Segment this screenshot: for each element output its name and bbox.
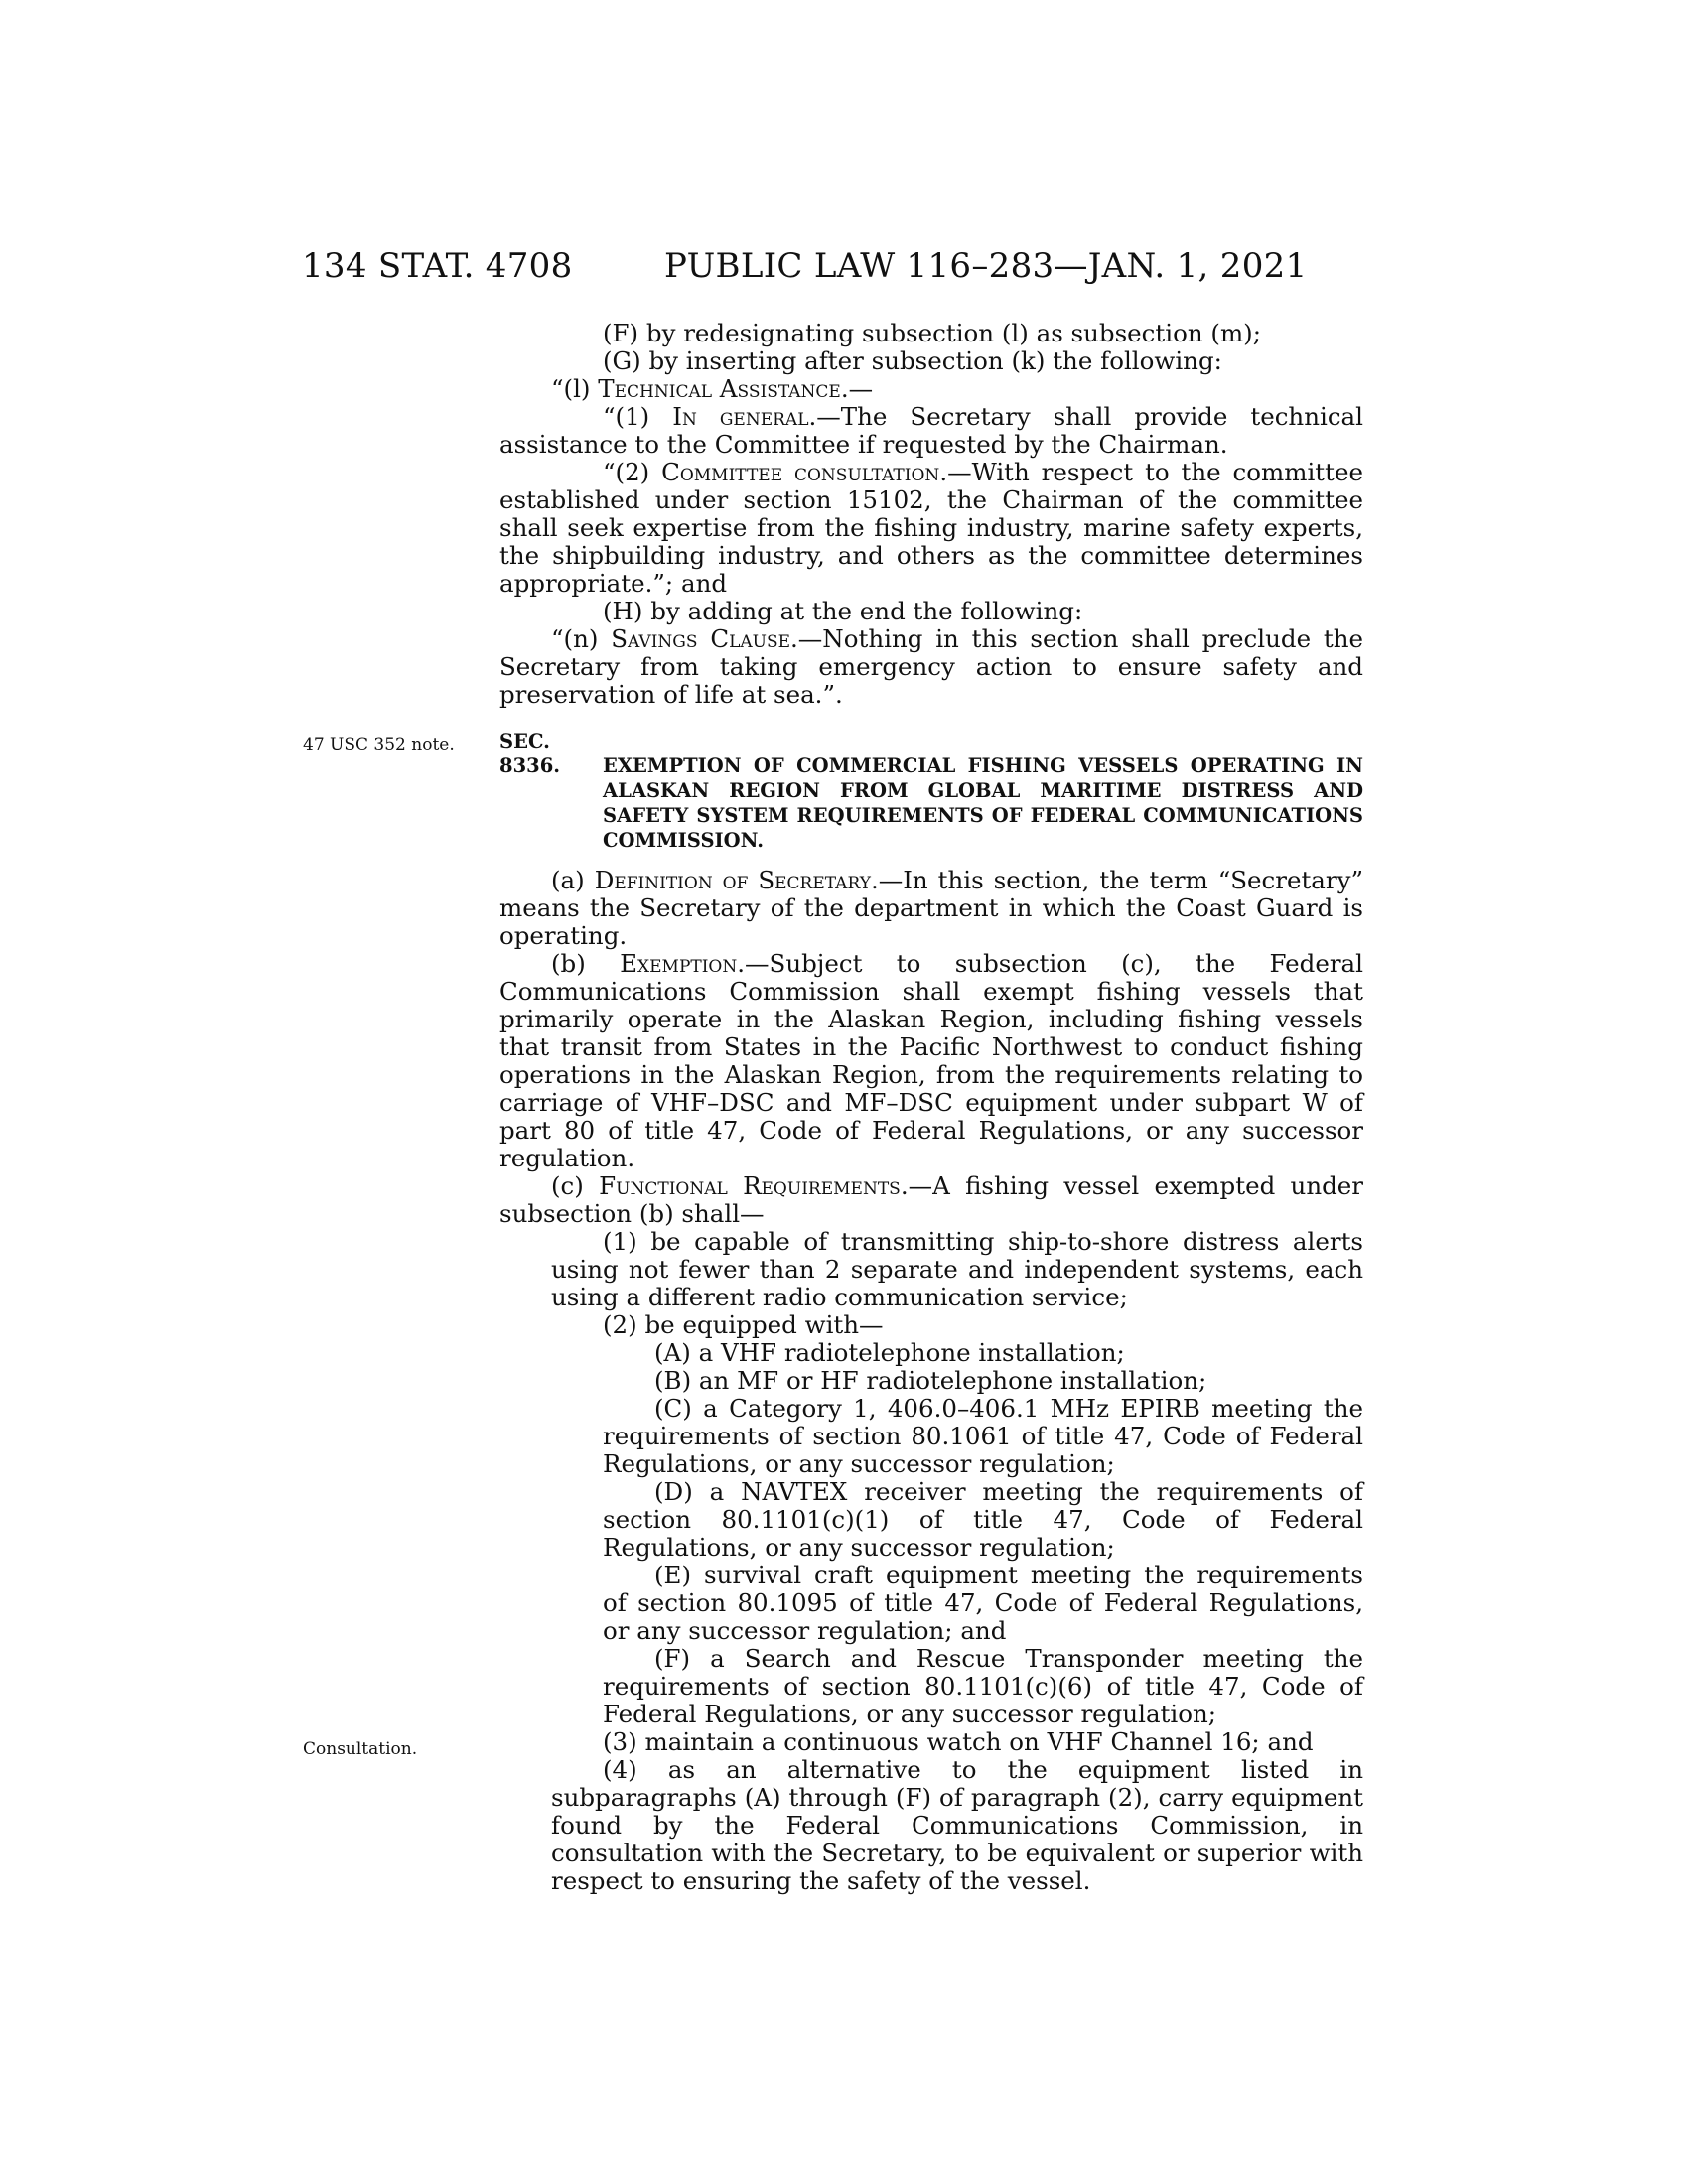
section-number: SEC. 8336. xyxy=(499,730,561,777)
subsection-c-functional-requirements: (c) Functional Requirements.—A fishing vessel exempted under subsection (b) shall— xyxy=(499,1171,1363,1228)
section-title: EXEMPTION OF COMMERCIAL FISHING VESSELS OPERATING IN ALASKAN REGION FROM GLOBAL MARITIME DISTRESS AND SAFETY SYSTEM REQUIREMENTS OF FEDERAL COMMUNICATIONS COMMISSION. xyxy=(603,754,1363,852)
amendment-h: (H) by adding at the end the following: xyxy=(603,597,1083,625)
subsection-n-savings-clause: “(n) Savings Clause.—Nothing in this section shall preclude the Secretary from taking emergency action to ensure safety and preservation of life at sea.”. xyxy=(499,624,1363,709)
amendment-f: (F) by redesignating subsection (l) as subsection (m); xyxy=(603,319,1261,347)
requirement-subparagraph-c: (C) a Category 1, 406.0–406.1 MHz EPIRB meeting the requirements of section 80.1061 of title 47, Code of Federal Regulations, or any successor regulation; xyxy=(603,1394,1363,1478)
page-header xyxy=(302,246,1394,290)
requirement-paragraph-4: (4) as an alternative to the equipment listed in subparagraphs (A) through (F) of paragraph (2), carry equipment found by the Federal Communications Commission, in consultation with the Secretary, to be equivalent or superior with respect to ensuring the safety of the vessel. xyxy=(551,1755,1363,1895)
margin-note-usc: 47 USC 352 note. xyxy=(303,735,455,754)
requirement-subparagraph-d: (D) a NAVTEX receiver meeting the requirements of section 80.1101(c)(1) of title 47, Code of Federal Regulations, or any successor regulation; xyxy=(603,1477,1363,1562)
margin-note-consultation: Consultation. xyxy=(303,1739,418,1759)
requirement-subparagraph-b: (B) an MF or HF radiotelephone installation; xyxy=(654,1366,1207,1395)
amendment-g: (G) by inserting after subsection (k) the following: xyxy=(603,346,1222,375)
subsection-b-exemption: (b) Exemption.—Subject to subsection (c), the Federal Communications Commission shall exempt fishing vessels that primarily operate in the Alaskan Region, including fishing vessels that transit from States in the Pacific Northwest to conduct fishing operations in the Alaskan Region, from the requirements relating to carriage of VHF–DSC and MF–DSC equipment under subpart W of part 80 of title 47, Code of Federal Regulations, or any successor regulation. xyxy=(499,949,1363,1172)
statute-page-number: 134 STAT. 4708 xyxy=(302,246,573,286)
requirement-paragraph-1: (1) be capable of transmitting ship-to-shore distress alerts using not fewer than 2 separate and independent systems, each using a different radio communication service; xyxy=(551,1227,1363,1311)
subsection-l-heading: “(l) Technical Assistance.— xyxy=(551,374,874,403)
section-heading xyxy=(499,729,1363,853)
body-text xyxy=(499,320,1363,1895)
requirement-subparagraph-a: (A) a VHF radiotelephone installation; xyxy=(654,1338,1125,1367)
subsection-l-paragraph-1: “(1) In general.—The Secretary shall provide technical assistance to the Committee if requested by the Chairman. xyxy=(499,402,1363,459)
public-law-title: PUBLIC LAW 116–283—JAN. 1, 2021 xyxy=(664,246,1308,286)
requirement-subparagraph-f: (F) a Search and Rescue Transponder meeting the requirements of section 80.1101(c)(6) of title 47, Code of Federal Regulations, or any successor regulation; xyxy=(603,1644,1363,1728)
requirement-subparagraph-e: (E) survival craft equipment meeting the requirements of section 80.1095 of title 47, Code of Federal Regulations, or any successor regulation; and xyxy=(603,1561,1363,1645)
requirement-paragraph-3: (3) maintain a continuous watch on VHF Channel 16; and xyxy=(603,1727,1314,1756)
subsection-a-definition: (a) Definition of Secretary.—In this section, the term “Secretary” means the Secretary of the department in which the Coast Guard is operating. xyxy=(499,866,1363,950)
requirement-paragraph-2: (2) be equipped with— xyxy=(603,1310,884,1339)
subsection-l-paragraph-2: “(2) Committee consultation.—With respect to the committee established under section 15102, the Chairman of the committee shall seek expertise from the fishing industry, marine safety experts, the shipbuilding industry, and others as the committee determines appropriate.”; and xyxy=(499,458,1363,598)
